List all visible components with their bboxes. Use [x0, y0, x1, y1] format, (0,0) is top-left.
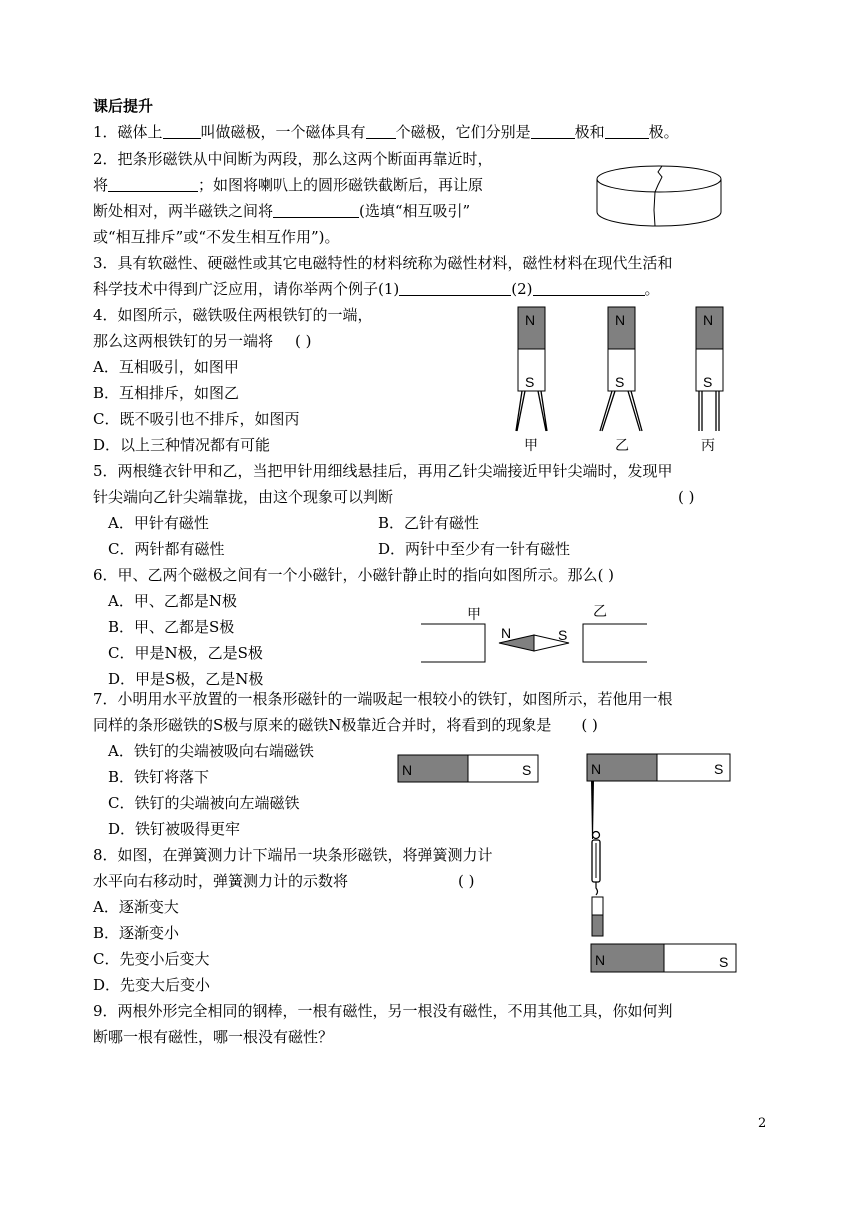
question-4-line-2: 那么这两根铁钉的另一端将 ( )	[93, 332, 312, 350]
q5-option-d[interactable]: D．两针中至少有一针有磁性	[378, 540, 571, 558]
question-2-line-3: 断处相对，两半磁铁之间将 (选填“相互吸引”	[93, 202, 471, 220]
q4-option-c[interactable]: C．既不吸引也不排斥，如图丙	[93, 410, 300, 428]
answer-blank[interactable]	[163, 123, 201, 139]
q7-option-c[interactable]: C．铁钉的尖端被向左端磁铁	[108, 794, 300, 812]
pole-label-s: S	[714, 761, 724, 777]
spring-scale-figure	[585, 826, 740, 976]
label-yi: 乙	[593, 604, 607, 620]
magnets-with-nails-figure	[505, 302, 750, 454]
nail	[516, 391, 525, 431]
q8-option-a[interactable]: A．逐渐变大	[93, 898, 179, 916]
question-5-line-2: 针尖端向乙针尖端靠拢，由这个现象可以判断	[93, 488, 394, 506]
answer-blank[interactable]	[533, 280, 645, 296]
pole-label-n: N	[591, 761, 602, 777]
question-9-line-2: 断哪一根有磁性，哪一根没有磁性？	[93, 1028, 334, 1046]
question-2-line-4: 或“相互排斥”或“不发生相互作用”)。	[93, 228, 340, 246]
needle-label-s: S	[558, 627, 568, 643]
figure-label-jia: 甲	[524, 438, 538, 454]
q8-option-b[interactable]: B．逐渐变小	[93, 924, 180, 942]
pole-label-n: N	[525, 312, 536, 328]
section-heading: 课后提升	[93, 97, 154, 115]
question-7-line-1: 7．小明用水平放置的一根条形磁针的一端吸起一根较小的铁钉，如图所示，若他用一根	[93, 690, 673, 708]
q4-option-d[interactable]: D．以上三种情况都有可能	[93, 436, 271, 454]
small-magnet-top	[592, 897, 603, 915]
pole-label-n: N	[703, 312, 714, 328]
label-jia: 甲	[467, 607, 481, 623]
q6-option-b[interactable]: B．甲、乙都是S极	[108, 618, 235, 636]
answer-blank[interactable]	[108, 176, 198, 192]
pole-label-n: N	[615, 312, 626, 328]
two-poles-needle-figure	[415, 598, 655, 668]
pole-label-s: S	[719, 954, 729, 970]
question-2-line-1: 2．把条形磁铁从中间断为两段，那么这两个断面再靠近时，	[93, 150, 493, 168]
figure-label-yi: 乙	[615, 438, 629, 454]
q8-option-c[interactable]: C．先变小后变大	[93, 950, 210, 968]
nail	[699, 391, 702, 431]
q7-option-d[interactable]: D．铁钉被吸得更牢	[108, 820, 241, 838]
q6-option-c[interactable]: C．甲是N极，乙是S极	[108, 644, 263, 662]
question-9-line-1: 9．两根外形完全相同的钢棒，一根有磁性，另一根没有磁性，不用其他工具，你如何判	[93, 1002, 673, 1020]
q5-option-c[interactable]: C．两针都有磁性	[108, 540, 225, 558]
q5-option-a[interactable]: A．甲针有磁性	[108, 514, 209, 532]
question-3-line-2: 科学技术中得到广泛应用，请你举两个例子(1) (2) 。	[93, 280, 660, 298]
scale-ring	[593, 832, 600, 839]
question-7-line-2: 同样的条形磁铁的S极与原来的磁铁N极靠近合并时，将看到的现象是 ( )	[93, 716, 598, 734]
q7-option-b[interactable]: B．铁钉将落下	[108, 768, 210, 786]
pole-label-s: S	[615, 374, 625, 390]
answer-blank[interactable]	[605, 123, 649, 139]
q5-option-b[interactable]: B．乙针有磁性	[378, 514, 480, 532]
page-number: 2	[758, 1116, 767, 1131]
small-magnet-bottom	[592, 915, 603, 936]
figure-label-bing: 丙	[701, 438, 715, 454]
cylinder-magnet-figure	[592, 160, 727, 230]
needle-label-n: N	[501, 625, 512, 641]
question-3-line-1: 3．具有软磁性、硬磁性或其它电磁特性的材料统称为磁性材料，磁性材料在现代生活和	[93, 254, 673, 272]
nail	[628, 391, 642, 431]
scale-hook	[596, 882, 598, 895]
pole-label-s: S	[703, 374, 713, 390]
pole-label-n: N	[402, 762, 413, 778]
pole-label-s: S	[522, 762, 532, 778]
question-6-line-1: 6．甲、乙两个磁极之间有一个小磁针，小磁针静止时的指向如图所示。那么( )	[93, 566, 615, 584]
q6-option-d[interactable]: D．甲是S极，乙是N极	[108, 670, 264, 688]
question-1: 1．磁体上 叫做磁极，一个磁体具有 个磁极，它们分别是 极和 极。	[93, 123, 679, 141]
answer-blank[interactable]	[531, 123, 575, 139]
question-8-line-2: 水平向右移动时，弹簧测力计的示数将 ( )	[93, 872, 475, 890]
answer-blank[interactable]	[273, 202, 359, 218]
pole-label-s: S	[525, 374, 535, 390]
pole-jia	[421, 624, 485, 662]
q4-option-b[interactable]: B．互相排斥，如图乙	[93, 384, 240, 402]
q4-option-a[interactable]: A．互相吸引，如图甲	[93, 358, 239, 376]
q6-option-a[interactable]: A．甲、乙都是N极	[108, 592, 237, 610]
q8-option-d[interactable]: D．先变大后变小	[93, 976, 211, 994]
pole-label-n: N	[595, 952, 606, 968]
pole-yi	[583, 624, 647, 662]
nail	[538, 391, 547, 431]
answer-blank[interactable]	[399, 280, 511, 296]
question-5-line-1: 5．两根缝衣针甲和乙，当把甲针用细线悬挂后，再用乙针尖端接近甲针尖端时，发现甲	[93, 462, 673, 480]
bar-magnet-figure	[395, 752, 545, 786]
question-2-line-2: 将 ；如图将喇叭上的圆形磁铁截断后，再让原	[93, 176, 484, 194]
question-4-line-1: 4．如图所示，磁铁吸住两根铁钉的一端，	[93, 306, 373, 324]
question-8-line-1: 8．如图，在弹簧测力计下端吊一块条形磁铁，将弹簧测力计	[93, 846, 493, 864]
answer-blank[interactable]	[366, 123, 396, 139]
q7-option-a[interactable]: A．铁钉的尖端被吸向右端磁铁	[108, 742, 314, 760]
q5-answer-paren: ( )	[678, 488, 695, 506]
nail	[716, 391, 719, 431]
nail	[600, 391, 615, 431]
